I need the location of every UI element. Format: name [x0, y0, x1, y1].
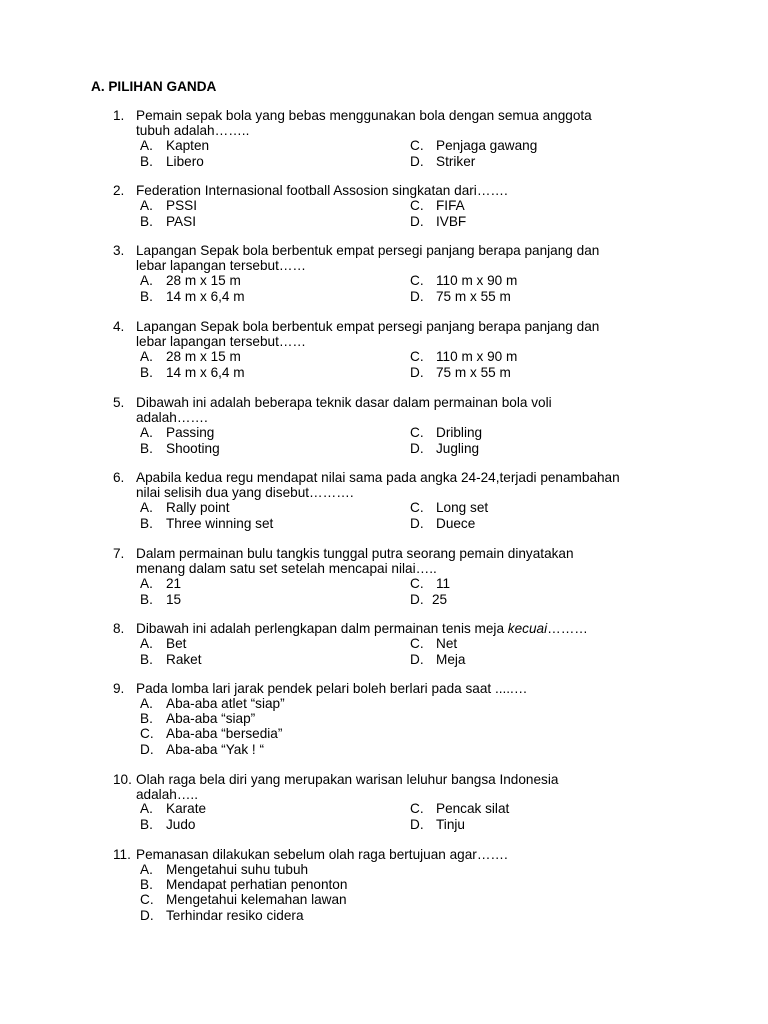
option-text: Terhindar resiko cidera	[166, 907, 304, 923]
option-text: Aba-aba atlet “siap”	[166, 696, 285, 711]
option-letter: C.	[140, 892, 154, 908]
option-text: Three winning set	[166, 515, 274, 531]
option-letter: D.	[140, 907, 154, 923]
option-text: Long set	[436, 500, 489, 515]
option-letter: A.	[140, 425, 153, 440]
option-letter: A.	[140, 801, 153, 816]
option-text: Jugling	[436, 440, 480, 456]
option-text: Mengetahui suhu tubuh	[166, 862, 309, 877]
question-text	[136, 621, 681, 636]
option-text: Tinju	[436, 816, 465, 832]
option-text: 14 m x 6,4 m	[166, 288, 245, 304]
option-text: 25	[432, 591, 448, 607]
question-text: Olah raga bela diri yang merupakan warisan leluhur bangsa Indonesia adalah…..	[136, 772, 559, 803]
option-text: PASI	[166, 213, 196, 229]
option-text: 21	[166, 576, 182, 591]
question-text: Pemanasan dilakukan sebelum olah raga bertujuan agar…….	[136, 847, 508, 862]
option-text: Mengetahui kelemahan lawan	[166, 892, 347, 908]
question-text: Dalam permainan bulu tangkis tunggal putra seorang pemain dinyatakan menang dalam satu set setelah mencapai nilai…..	[136, 546, 574, 577]
option-letter: D.	[410, 213, 424, 229]
option-letter: C.	[410, 349, 424, 364]
option-letter: B.	[140, 515, 153, 531]
option-letter: D.	[410, 288, 424, 304]
question-text: Pemain sepak bola yang bebas menggunakan bola dengan semua anggota tubuh adalah……..	[136, 108, 592, 139]
option-letter: C.	[410, 198, 424, 213]
option-text: Rally point	[166, 500, 230, 515]
option-letter: A.	[140, 576, 153, 591]
option-text: PSSI	[166, 198, 197, 213]
question-number: 3.	[113, 243, 125, 258]
option-text: Striker	[436, 153, 476, 169]
option-text: Karate	[166, 801, 207, 816]
option-letter: D.	[410, 153, 424, 169]
option-text: Judo	[166, 816, 196, 832]
option-letter: C.	[410, 273, 424, 288]
option-text: 110 m x 90 m	[436, 349, 518, 364]
option-letter: C.	[410, 801, 424, 816]
option-text: Duece	[436, 515, 476, 531]
option-text: FIFA	[436, 198, 465, 213]
question-number: 8.	[113, 621, 125, 636]
question-text-part: Dibawah ini adalah perlengkapan dalm permainan tenis meja	[136, 621, 508, 636]
option-letter: B.	[140, 651, 153, 667]
question-number: 2.	[113, 183, 125, 198]
option-letter: C.	[410, 425, 424, 440]
option-text: 75 m x 55 m	[436, 288, 511, 304]
option-text: Libero	[166, 153, 204, 169]
option-text: 110 m x 90 m	[436, 273, 518, 288]
option-letter: A.	[140, 636, 153, 651]
option-letter: B.	[140, 440, 153, 456]
question-number: 10.	[113, 772, 132, 787]
option-letter: B.	[140, 153, 153, 169]
question-number: 6.	[113, 470, 125, 485]
option-letter: A.	[140, 198, 153, 213]
section-title: A. PILIHAN GANDA	[91, 79, 217, 94]
question-number: 5.	[113, 395, 125, 410]
option-letter: C.	[410, 636, 424, 651]
option-letter: A.	[140, 696, 153, 711]
option-text: Aba-aba “bersedia”	[166, 726, 283, 742]
question-number: 4.	[113, 319, 125, 334]
question-text: Lapangan Sepak bola berbentuk empat persegi panjang berapa panjang dan lebar lapangan tersebut……	[136, 319, 600, 350]
option-text: Dribling	[436, 425, 483, 440]
question-text: Apabila kedua regu mendapat nilai sama pada angka 24-24,terjadi penambahan nilai selisih dua yang disebut……….	[136, 470, 620, 501]
question-text-italic: kecuai	[507, 621, 548, 636]
option-letter: C.	[410, 500, 424, 515]
option-letter: B.	[140, 288, 153, 304]
question-text: Federation Internasional football Assosion singkatan dari…….	[136, 183, 508, 198]
option-letter: A.	[140, 500, 153, 515]
option-text: 11	[436, 576, 451, 591]
question-text: Dibawah ini adalah beberapa teknik dasar dalam permainan bola voli adalah…….	[136, 395, 552, 426]
option-letter: B.	[140, 877, 153, 893]
option-letter: A.	[140, 349, 153, 364]
option-letter: B.	[140, 364, 153, 380]
option-letter: D.	[410, 816, 424, 832]
option-letter: B.	[140, 213, 153, 229]
option-text: Aba-aba “siap”	[166, 711, 256, 727]
option-text: 15	[166, 591, 182, 607]
option-letter: D.	[410, 515, 424, 531]
option-text: Kapten	[166, 138, 210, 153]
option-text: 75 m x 55 m	[436, 364, 511, 380]
option-letter: C.	[410, 576, 424, 591]
option-text: IVBF	[436, 213, 467, 229]
option-text: Penjaga gawang	[436, 138, 538, 153]
option-letter: D.	[410, 364, 424, 380]
option-letter: B.	[140, 591, 153, 607]
question-number: 9.	[113, 681, 125, 696]
option-letter: B.	[140, 816, 153, 832]
option-text: Meja	[436, 651, 466, 667]
option-text: 28 m x 15 m	[166, 349, 241, 364]
question-text: Lapangan Sepak bola berbentuk empat persegi panjang berapa panjang dan lebar lapangan tersebut……	[136, 243, 600, 274]
option-text: Aba-aba “Yak ! “	[166, 741, 264, 757]
option-letter: A.	[140, 862, 153, 877]
option-text: Bet	[166, 636, 187, 651]
option-letter: D.	[140, 741, 154, 757]
option-letter: C.	[140, 726, 154, 742]
option-letter: A.	[140, 138, 153, 153]
question-number: 7.	[113, 546, 125, 561]
question-text-part: ………	[547, 621, 588, 636]
option-letter: C.	[410, 138, 424, 153]
option-text: Pencak silat	[436, 801, 510, 816]
option-letter: D.	[410, 591, 424, 607]
option-text: Net	[436, 636, 458, 651]
option-text: Shooting	[166, 440, 220, 456]
option-text: 14 m x 6,4 m	[166, 364, 245, 380]
question-number: 11.	[113, 847, 131, 862]
option-text: 28 m x 15 m	[166, 273, 241, 288]
question-number: 1.	[113, 108, 125, 123]
option-text: Mendapat perhatian penonton	[166, 877, 348, 893]
option-text: Passing	[166, 425, 215, 440]
option-text: Raket	[166, 651, 202, 667]
question-text: Pada lomba lari jarak pendek pelari boleh berlari pada saat .....…	[136, 681, 528, 696]
option-letter: D.	[410, 651, 424, 667]
option-letter: D.	[410, 440, 424, 456]
option-letter: B.	[140, 711, 153, 727]
option-letter: A.	[140, 273, 153, 288]
